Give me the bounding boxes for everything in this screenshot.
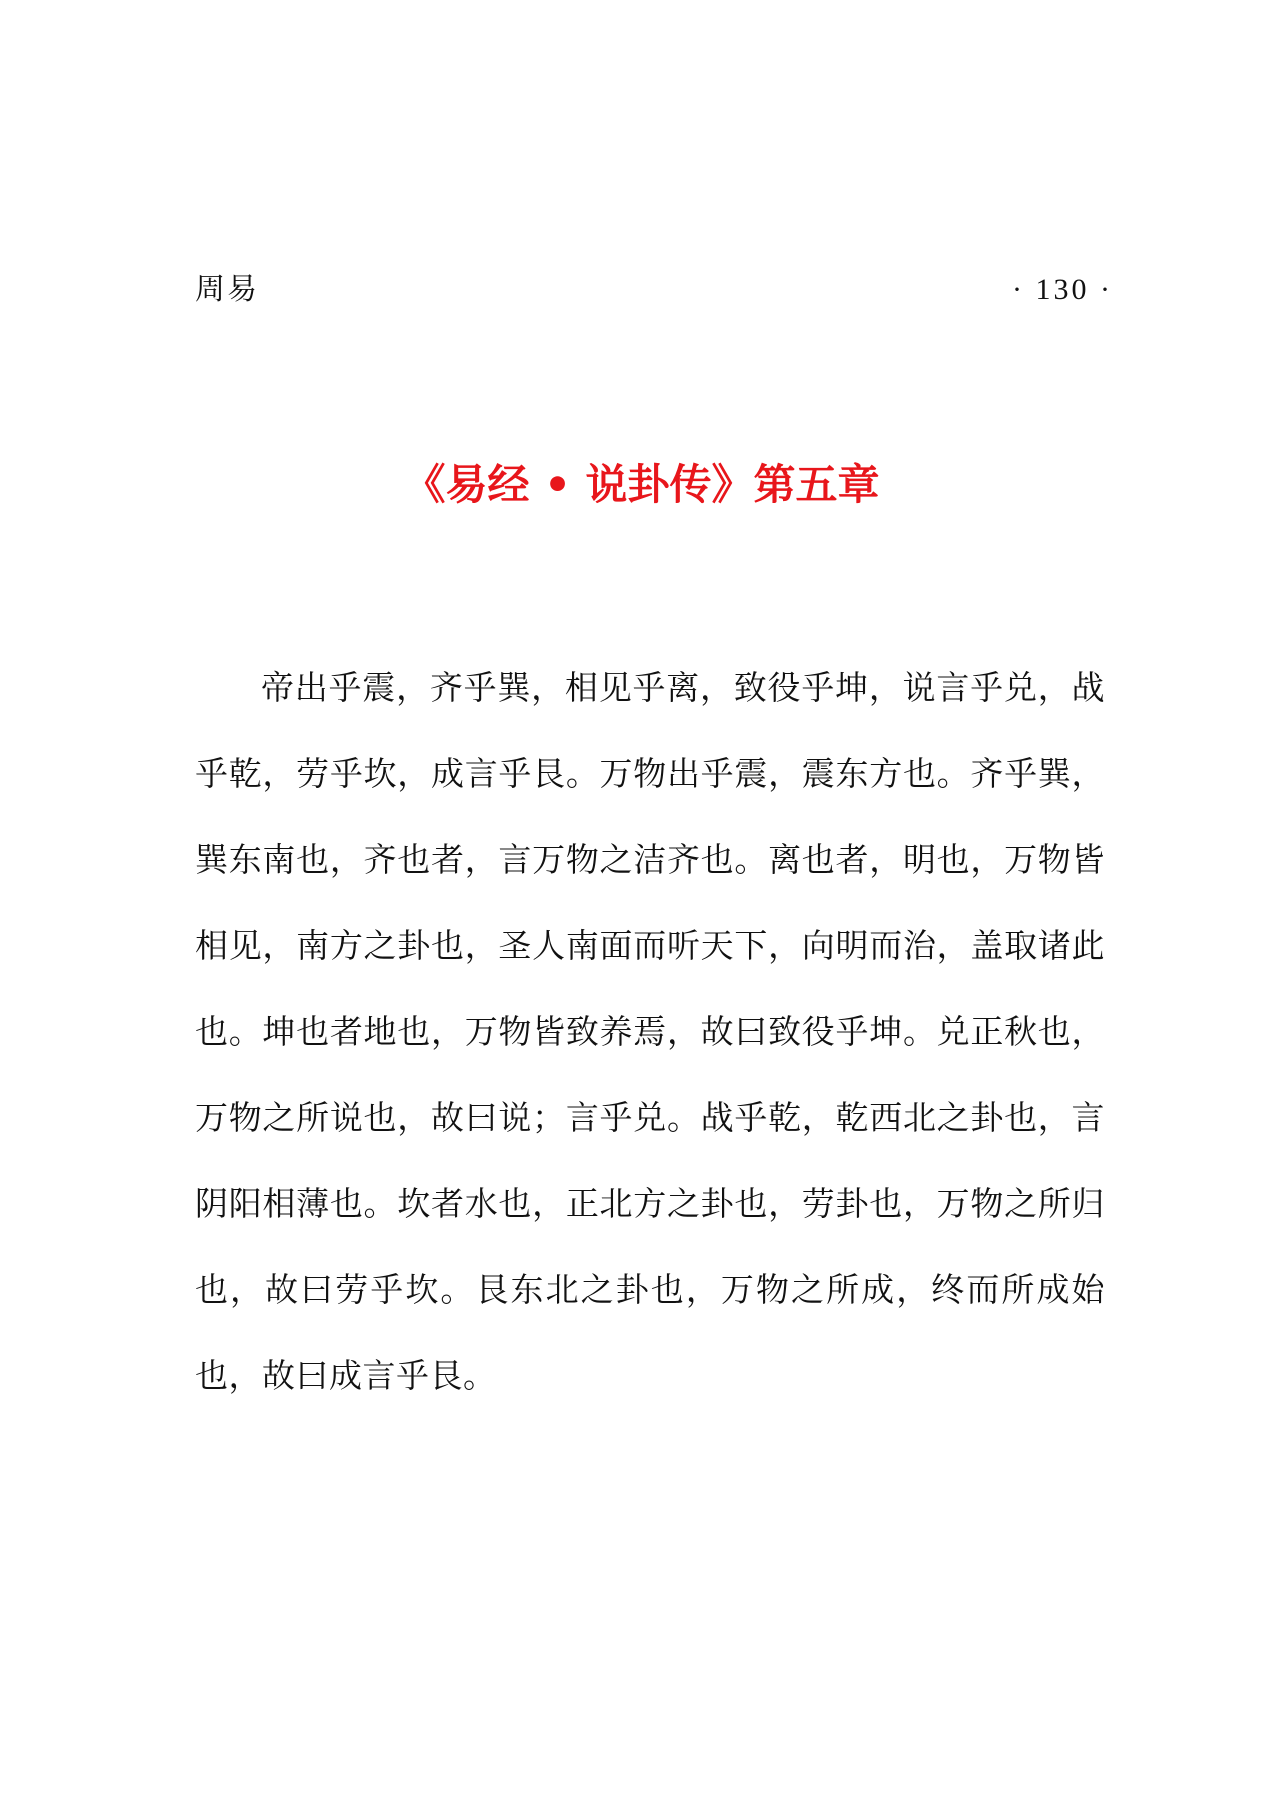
page-number: · 130 · (1012, 273, 1113, 306)
running-header-book-title: 周易 (195, 272, 259, 307)
body-paragraph: 帝出乎震，齐乎巽，相见乎离，致役乎坤，说言乎兑，战乎乾，劳乎坎，成言乎艮。万物出乎震，震东方也。齐乎巽，巽东南也，齐也者，言万物之洁齐也。离也者，明也，万物皆相见，南方之卦也，圣人南面而听天下，向明而治，盖取诸此也。坤也者地也，万物皆致养焉，故曰致役乎坤。兑正秋也，万物之所说也，故曰说；言乎兑。战乎乾，乾西北之卦也，言阴阳相薄也。坎者水也，正北方之卦也，劳卦也，万物之所归也，故曰劳乎坎。艮东北之卦也，万物之所成，终而所成始也，故曰成言乎艮。 (195, 668, 1105, 1395)
chapter-title: 《易经 • 说卦传》第五章 (403, 460, 880, 509)
body-text (195, 645, 1105, 1419)
